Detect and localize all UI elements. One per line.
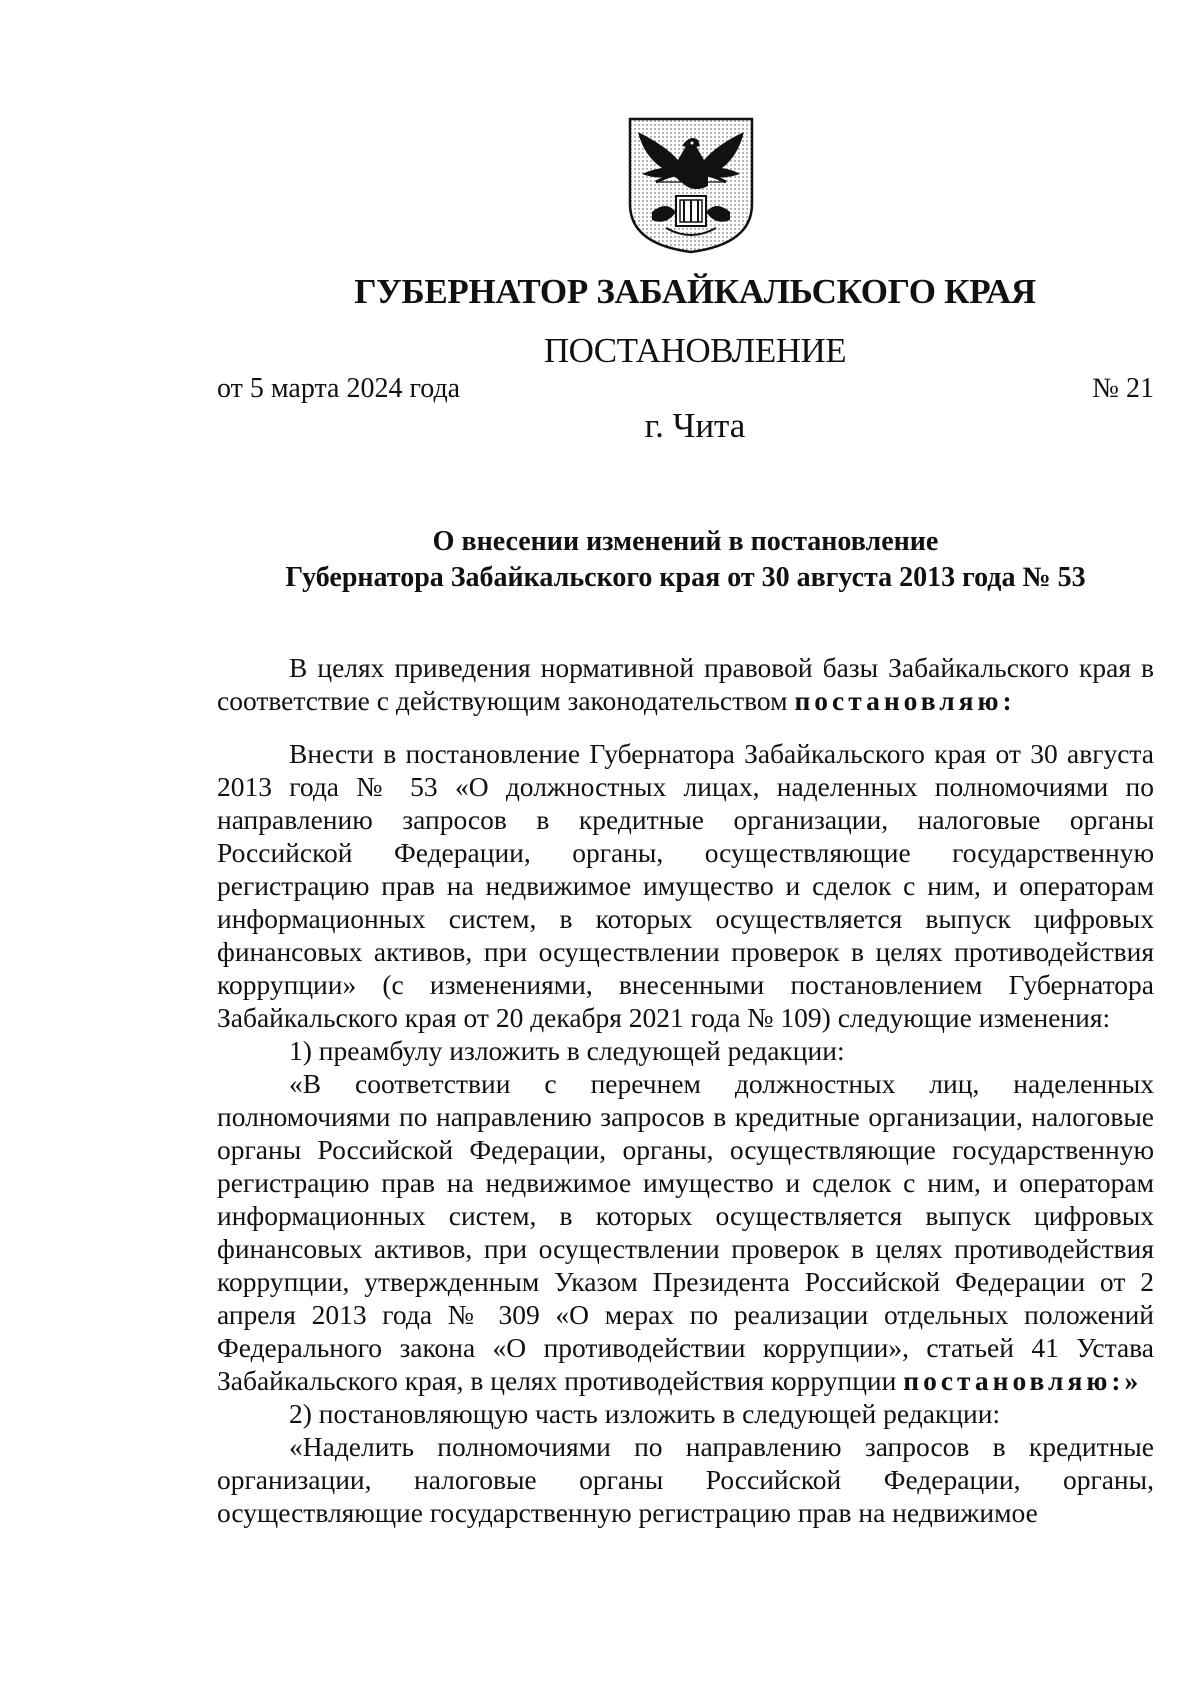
subject-line-1: О внесении изменений в постановление — [432, 526, 939, 557]
paragraph-main: Внести в постановление Губернатора Забайкальского края от 30 августа 2013 года № 53 «О должностных лицах, наделенных полномочиями по направлению запросов в кредитные организации, налоговые органы Российской Федерации, органы, осуществляющие государственную регистрацию прав на недвижимое имущество и сделок с ним, и операторам информационных систем, в которых осуществляется выпуск цифровых финансовых активов, при осуществлении проверок в целях противодействия коррупции» (с изменениями, внесенными постановлением Губернатора Забайкальского края от 20 декабря 2021 года № 109) следующие изменения: — [217, 738, 1154, 1033]
quote-preamble: «В соответствии с перечнем должностных лиц, наделенных полномочиями по направлению запросов в кредитные организации, налоговые органы Российской Федерации, органы, осуществляющие государственную регистрацию прав на недвижимое имущество и сделок с ним, и операторам информационных систем, в которых осуществляется выпуск цифровых финансовых активов, при осуществлении проверок в целях противодействия коррупции, утвержденным Указом Президента Российской Федерации от 2 апреля 2013 года № 309 «О мерах по реализации отдельных положений Федерального закона «О противодействии коррупции», статьей 41 Устава Забайкальского края, в целях противодействия коррупции постановляю:» — [217, 1068, 1154, 1396]
document-number: № 21 — [1092, 373, 1154, 404]
document-date: от 5 марта 2024 года — [217, 373, 461, 404]
document-subject — [217, 524, 1154, 596]
org-title: ГУБЕРНАТОР ЗАБАЙКАЛЬСКОГО КРАЯ — [354, 272, 1036, 311]
quote-operative-part: «Наделить полномочиями по направлению запросов в кредитные организации, налоговые органы Российской Федерации, органы, осуществляющие государственную регистрацию прав на недвижимое — [217, 1431, 1154, 1528]
list-item-2: 2) постановляющую часть изложить в следующей редакции: — [289, 1398, 1001, 1429]
subject-line-2: Губернатора Забайкальского края от 30 августа 2013 года № 53 — [285, 562, 1086, 593]
document-body — [217, 651, 1154, 1529]
coat-of-arms-icon — [626, 116, 756, 254]
document-city: г. Чита — [644, 406, 746, 445]
emphasis-postanovlyayu-quote: постановляю: — [903, 1365, 1125, 1396]
paragraph-preamble: В целях приведения нормативной правовой базы Забайкальского края в соответствие с действующим законодательством постановляю: — [217, 652, 1154, 716]
list-item-1: 1) преамбулу изложить в следующей редакции: — [289, 1035, 845, 1066]
document-type: ПОСТАНОВЛЕНИЕ — [543, 331, 847, 370]
emphasis-postanovlyayu: постановляю: — [794, 685, 1016, 716]
